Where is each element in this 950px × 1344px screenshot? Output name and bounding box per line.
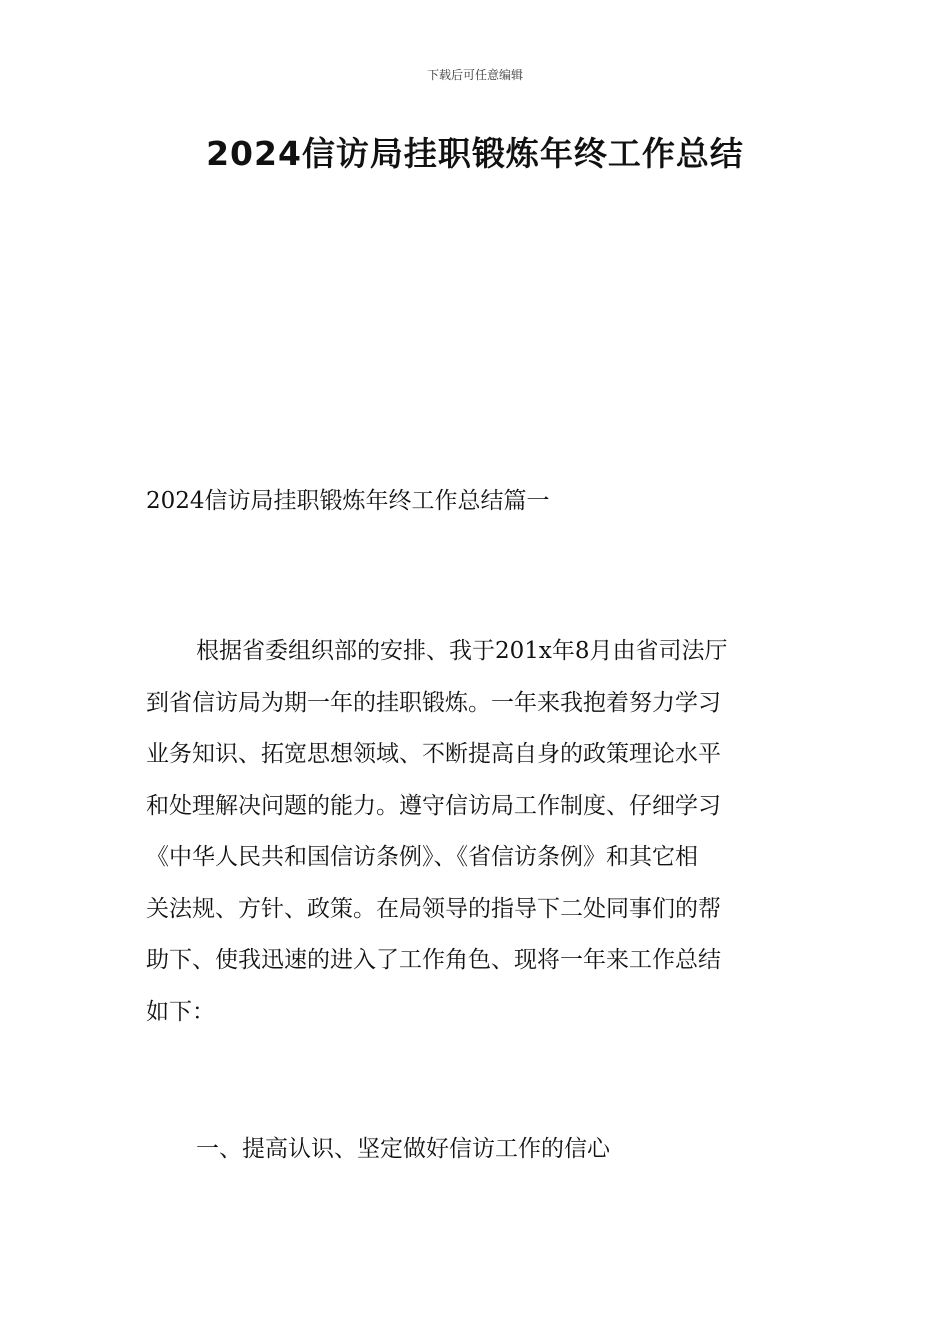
body-line: 根据省委组织部的安排、我于201x年8月由省司法厅	[196, 638, 728, 664]
document-title: 2024信访局挂职锻炼年终工作总结	[206, 134, 744, 173]
body-line: 和处理解决问题的能力。遵守信访局工作制度、仔细学习	[146, 792, 721, 819]
body-line: 业务知识、拓宽思想领域、不断提高自身的政策理论水平	[146, 741, 721, 767]
body-line: 关法规、方针、政策。在局领导的指导下二处同事们的帮	[146, 895, 721, 922]
body-line: 到省信访局为期一年的挂职锻炼。一年来我抱着努力学习	[146, 689, 721, 716]
body-line: 助下、使我迅速的进入了工作角色、现将一年来工作总结	[146, 947, 721, 973]
body-line: 如下：	[146, 998, 215, 1025]
subheading: 一、提高认识、坚定做好信访工作的信心	[196, 1136, 610, 1162]
section-title: 2024信访局挂职锻炼年终工作总结篇一	[146, 488, 550, 514]
header-note: 下载后可任意编辑	[426, 68, 523, 82]
body-line: 《中华人民共和国信访条例》、《省信访条例》和其它相	[146, 844, 698, 870]
body-paragraph	[146, 626, 806, 1038]
